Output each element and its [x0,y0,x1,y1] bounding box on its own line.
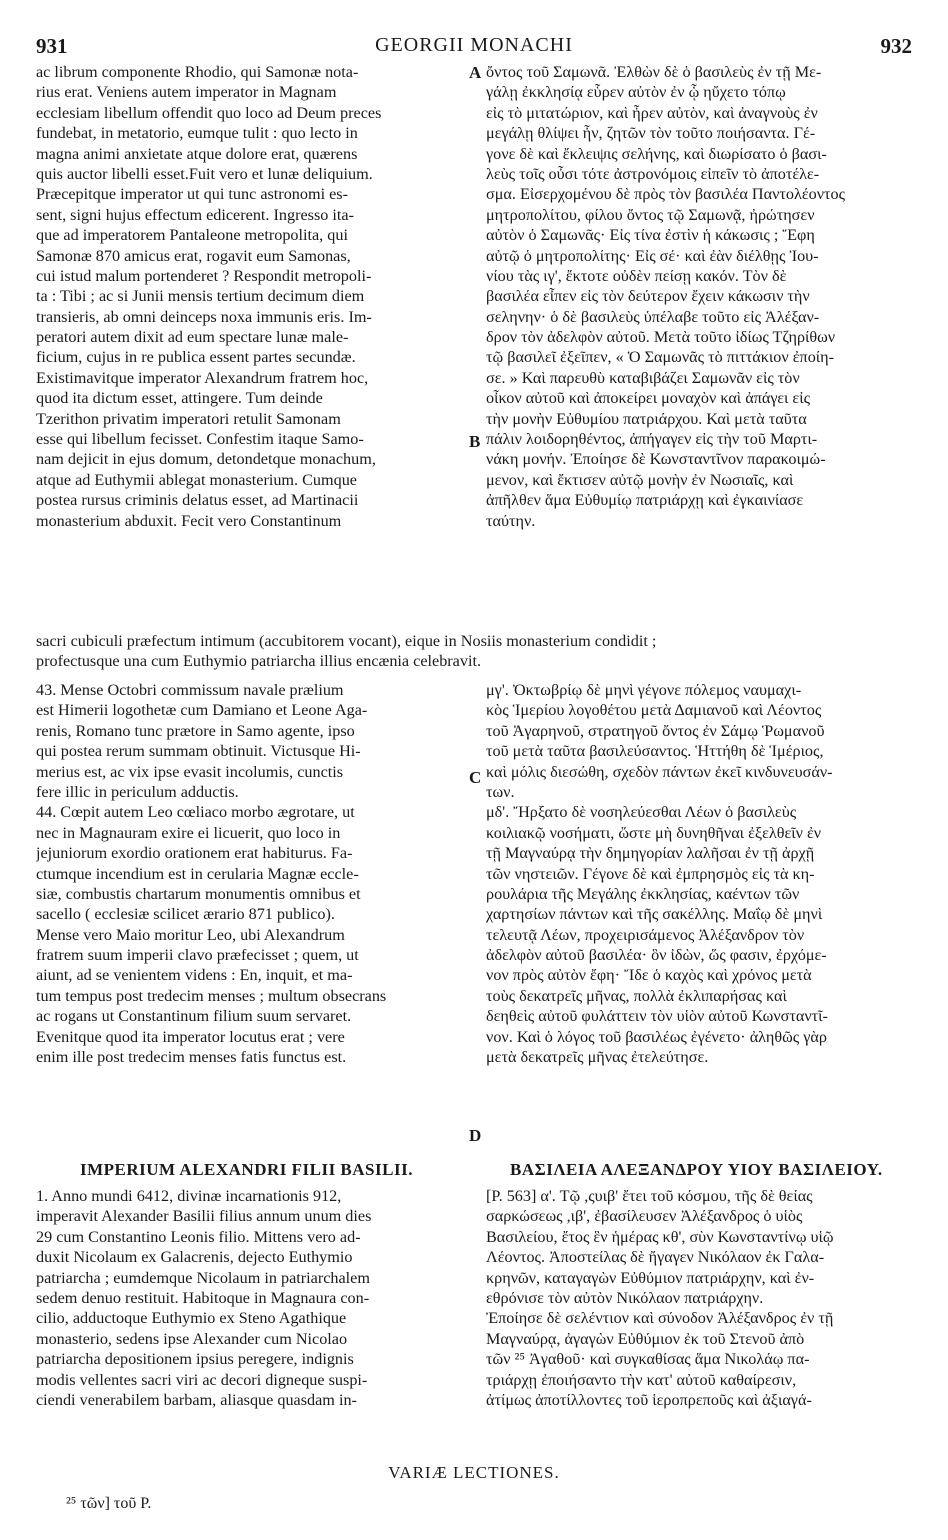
text-line: γάλῃ ἐκκλησίᾳ εὗρεν αὐτὸν ἐν ᾧ ηὔχετο τόπῳ [486,83,786,102]
text-line: duxit Nicolaum ex Galacrenis, dejecto Euthymio [36,1248,353,1267]
text-line: τοῦ Ἀγαρηνοῦ, στρατηγοῦ ὄντος ἐν Σάμῳ Ῥωμανοῦ [486,721,825,740]
text-line: μενον, καὶ ἔκτισεν αὐτῷ μονὴν ἐν Νωσιαῖς, καὶ [486,470,794,489]
text-line: τῶν ²⁵ Ἀγαθοῦ· καὶ συγκαθίσας ἅμα Νικολάῳ πα- [486,1350,810,1369]
margin-mark-b: B [469,432,481,451]
text-line: postea rursus criminis delatus esset, ad Martinacii [36,491,359,510]
text-line: nam dejicit in ejus domum, detondetque monachum, [36,450,376,469]
text-line: χαρτησίων πάντων καὶ τῆς σακέλλης. Μαΐῳ δὲ μηνὶ [486,905,823,924]
greek-column-mid [486,680,918,1067]
text-line: Evenitque quod ita imperator locutus erat ; vere [36,1027,345,1046]
text-line: οἶκον αὐτοῦ καὶ ἀποκείρει μοναχὸν καὶ ἀπάγει εἰς [486,389,810,408]
text-line: λεὺς τοῖς οὖσι τότε ἀστρονόμοις εἰπεῖν τὸ ἀποτέλε- [486,164,820,183]
text-line: Tzerithon privatim imperatori retulit Samonam [36,409,341,428]
text-line: patriarcha depositionem ipsius peregere, indignis [36,1350,354,1369]
text-line: modis vellentes sacri viri ac decori digneque suspi- [36,1370,368,1389]
full-width-lines [36,631,916,672]
text-line: σμα. Εἰσερχομένου δὲ πρὸς τὸν βασιλέα Παντολέοντος [486,185,846,204]
text-line: εἰς τὸ μιτατώριον, καὶ ἦρεν αὐτὸν, καὶ ἀναγνοὺς ἐν [486,103,818,122]
page-number-left: 931 [36,34,68,58]
text-line: ficium, cujus in re publica essent partes secundæ. [36,348,356,367]
footnote: ²⁵ τῶν] τοῦ P. [66,1495,152,1512]
text-line: ὄντος τοῦ Σαμωνᾶ. Ἐλθὼν δὲ ὁ βασιλεὺς ἐν τῇ Με- [486,63,822,81]
running-title: GEORGII MONACHI [375,34,573,56]
text-line: ταύτην. [486,511,536,530]
text-line: σεληνην· ὁ δὲ βασιλεὺς ὑπέλαβε τοῦτο εἰς Ἀλέξαν- [486,307,820,326]
text-line: profectusque una cum Euthymio patriarcha illius encænia celebravit. [36,652,481,671]
text-line: τὴν μονὴν Εὐθυμίου πατριάρχου. Καὶ μετὰ ταῦτα [486,409,807,428]
text-line: quod ita dictum esset, attingere. Tum deinde [36,389,323,408]
text-line: enim ille post tredecim menses fatis functus est. [36,1048,347,1067]
text-line: τοῦ μετὰ ταῦτα βασιλεύσαντος. Ἡττήθη δὲ Ἱμέριος, [486,742,824,761]
text-line: est Himerii logothetæ cum Damiano et Leone Aga- [36,701,368,720]
text-line: patriarcha ; eumdemque Nicolaum in patriarchalem [36,1268,370,1287]
text-line: σαρκώσεως ,ιβ', ἐβασίλευσεν Ἀλέξανδρος ὁ υἱὸς [486,1207,803,1226]
margin-mark-a: A [469,63,482,82]
text-line: transieris, ab omni deinceps noxa immunis eris. Im- [36,307,372,326]
text-line: [P. 563] α'. Τῷ ,ςυιβ' ἔτει τοῦ κόσμου, τῆς δὲ θείας [486,1187,813,1205]
text-line: ρουλάρια τῆς Μεγάλης ἐκκλησίας, καέντων τῶν [486,884,800,903]
text-line: δεηθεὶς αὐτοῦ φυλάττειν τὸν υἱὸν αὐτοῦ Κωνσταντῖ- [486,1007,828,1026]
text-line: sedem denuo restituit. Habitoque in Magnaura con- [36,1288,370,1307]
text-line: fratrem suum imperii clavo præfecisset ; quem, ut [36,946,359,965]
latin-column-bottom [36,1186,468,1410]
text-line: monasterium abduxit. Fecit vero Constantinum [36,511,342,530]
text-line: cui istud malum portenderet ? Respondit metropoli- [36,266,372,285]
text-line: Præcepitque imperator ut qui tunc astronomi es- [36,185,348,204]
margin-mark-c: C [469,768,482,787]
text-line: imperavit Alexander Basilii filius annum unum dies [36,1207,372,1226]
section-title-greek: ΒΑΣΙΛΕΙΑ ΑΛΕΞΑΝΔΡΟΥ ΥΙΟΥ ΒΑΣΙΛΕΙΟΥ. [510,1160,883,1179]
text-line: nec in Magnauram exire ei licuerit, quo loco in [36,823,341,842]
text-line: 29 cum Constantino Leonis filio. Mittens vero ad- [36,1227,361,1246]
text-line: jejuniorum exordio orationem erat habiturus. Fa- [36,844,353,863]
text-line: Λέοντος. Ἀποστείλας δὲ ἤγαγεν Νικόλαον ἐκ Γαλα- [486,1248,825,1267]
text-line: Existimavitque imperator Alexandrum fratrem hoc, [36,368,369,387]
text-line: Μαγναύρᾳ, ἀγαγὼν Εὐθύμιον ἐκ τοῦ Στενοῦ ἀπὸ [486,1329,805,1348]
text-line: νον πρὸς αὐτὸν ἔφη· Ἴδε ὁ καχὸς καὶ χρόνος μετὰ [486,966,812,985]
text-line: ac rogans ut Constantinum filium suum servaret. [36,1007,352,1026]
text-line: κοιλιακῷ νοσήματι, ὥστε μὴ δυνηθῆναι ἐξελθεῖν ἐν [486,823,822,842]
text-line: atque ad Euthymii ablegat monasterium. Cumque [36,470,357,489]
text-line: 1. Anno mundi 6412, divinæ incarnationis 912, [36,1187,342,1205]
text-line: esse qui libellum fecisset. Confestim itaque Samo- [36,430,364,449]
text-line: καὶ μόλις διεσώθη, σχεδὸν πάντων ἐκεῖ κινδυνευσάν- [486,762,833,781]
text-line: quis auctor libelli esset.Fuit vero et lunæ deliquium. [36,164,373,183]
text-line: νάκη μονήν. Ἐποίησε δὲ Κωνσταντῖνον παρακοιμώ- [486,450,826,469]
text-line: μεγάλῃ θλίψει ἦν, ζητῶν τὸν τοῦτο ποιήσαντα. Γέ- [486,124,816,143]
text-line: sacri cubiculi præfectum intimum (accubitorem vocant), eique in Nosiis monasterium condidit ; [36,632,657,650]
text-line: magna animi anxietate atque dolore erat, quærens [36,144,358,163]
text-line: μδ'. Ἤρξατο δὲ νοσηλεύεσθαι Λέων ὁ βασιλεὺς [486,803,797,822]
text-line: siæ, combustis chartarum monumentis omnibus et [36,884,361,903]
text-line: τριάρχῃ ἐποιήσαντο τὴν κατ' αὐτοῦ καθαίρεσιν, [486,1370,797,1389]
text-line: ἀπῆλθεν ἅμα Εὐθυμίῳ πατριάρχῃ καὶ ἐγκαινίασε [486,491,804,510]
text-line: ecclesiam libellum offendit quo loco ad Deum preces [36,103,382,122]
text-line: Mense vero Maio moritur Leo, ubi Alexandrum [36,925,345,944]
text-line: rius erat. Veniens autem imperator in Magnam [36,83,337,102]
text-line: μετὰ δεκατρεῖς μῆνας ἐτελεύτησε. [486,1048,709,1067]
text-line: τῶν νηστειῶν. Γέγονε δὲ καὶ ἐμπρησμὸς εἰς τὰ κη- [486,864,815,883]
latin-column-mid [36,680,468,1067]
greek-column-bottom [486,1186,918,1410]
text-line: εθρόνισε τὸν αὐτὸν Νικόλαον πατριάρχην. [486,1288,764,1307]
text-line: cilio, adductoque Euthymio ex Steno Agathique [36,1309,347,1328]
text-line: monasterio, sedens ipse Alexander cum Nicolao [36,1329,348,1348]
text-line: αὐτῷ ὁ μητροπολίτης· Εἰς σέ· καὶ ἐὰν διέλθῃς Ἰου- [486,246,819,265]
margin-mark-d: D [469,1126,482,1145]
text-line: μγ'. Ὀκτωβρίῳ δὲ μηνὶ γέγονε πόλεμος ναυμαχι- [486,681,802,699]
text-line: δρον τὸν ἀδελφὸν αὐτοῦ. Μετὰ τοῦτο ἰδίως Τζηρίθων [486,328,836,347]
text-line: Βασιλείου, ἔτος ἓν ἡμέρας κθ', σὺν Κωνσταντίνῳ υἱῷ [486,1227,834,1246]
text-line: νίου τὰς ιγ', ἔκτοτε οὐδὲν πείσῃ κακόν. Τὸν δὲ [486,266,787,285]
greek-column-top [486,62,918,531]
text-line: qui postea rerum summam obtinuit. Victusque Hi- [36,742,361,761]
text-line: κὸς Ἱμερίου λογοθέτου μετὰ Δαμιανοῦ καὶ Λέοντος [486,701,822,720]
text-line: μητροπολίτου, φίλου ὄντος τῷ Σαμωνᾷ, ἠρώτησεν [486,205,815,224]
text-line: 43. Mense Octobri commissum navale prælium [36,681,344,699]
text-line: γονε δὲ καὶ ἔκλειψις σελήνης, καὶ διωρίσατο ὁ βασι- [486,144,827,163]
text-line: Samonæ 870 amicus erat, rogavit eum Samonas, [36,246,351,265]
text-line: que ad imperatorem Pantaleone metropolita, qui [36,226,348,245]
text-line: fere illic in periculum adductis. [36,782,239,801]
section-title-latin: IMPERIUM ALEXANDRI FILII BASILII. [80,1160,413,1179]
text-line: ta : Tibi ; ac si Junii mensis tertium decimum diem [36,287,365,306]
text-line: τοὺς δεκατρεῖς μῆνας, πολλὰ ἐκλιπαρήσας καὶ [486,986,787,1005]
text-line: ciendi venerabilem barbam, aliasque quasdam in- [36,1390,357,1409]
text-line: τελευτᾷ Λέων, προχειρισάμενος Ἀλέξανδρον τὸν [486,925,805,944]
text-line: αὐτὸν ὁ Σαμωνᾶς· Εἰς τίνα ἐστὶν ἡ κάκωσις ; Ἔφη [486,226,815,245]
page-number-right: 932 [880,34,912,58]
text-line: tum tempus post tredecim menses ; multum obsecrans [36,986,387,1005]
text-line: βασιλέα εἶπεν εἰς τὸν δεύτερον ἔχειν κάκωσιν τὴν [486,287,810,306]
text-line: peratori autem dixit ad eum spectare lunæ male- [36,328,349,347]
text-line: νον. Καὶ ὁ λόγος τοῦ βασιλέως ἐγένετο· ἀληθῶς γὰρ [486,1027,827,1046]
text-line: τῷ βασιλεῖ ἐξεῖπεν, « Ὁ Σαμωνᾶς τὸ πιττάκιον ἐποίη- [486,348,834,367]
text-line: aiunt, ad se venientem videns : En, inquit, et ma- [36,966,353,985]
text-line: fundebat, in metatorio, eumque tulit : quo lecto in [36,124,358,143]
latin-column-top [36,62,468,531]
text-line: σε. » Καὶ παρευθὺ καταβιβάζει Σαμωνᾶν εἰς τὸν [486,368,800,387]
text-line: ἀτίμως ἀποτίλλοντες τοῦ ἱεροπρεποῦς καὶ ἀξιαγά- [486,1390,812,1409]
text-line: των. [486,782,515,801]
text-line: ac librum componente Rhodio, qui Samonæ nota- [36,63,359,81]
text-line: sent, signi hujus effectum edicerent. Ingresso ita- [36,205,354,224]
text-line: 44. Cœpit autem Leo cœliaco morbo ægrotare, ut [36,803,355,822]
text-line: sacello ( ecclesiæ scilicet ærario 871 publico). [36,905,335,924]
variae-lectiones-heading: VARIÆ LECTIONES. [388,1463,560,1482]
text-line: merius est, ac vix ipse evasit incolumis, cunctis [36,762,344,781]
text-line: ἀδελφὸν αὐτοῦ βασιλέα· ὃν ἰδὼν, ὥς φασιν, ἐρχόμε- [486,946,827,965]
text-line: Ἐποίησε δὲ σελέντιον καὶ σύνοδον Ἀλέξανδρος ἐν τῇ [486,1309,834,1328]
text-line: κρηνῶν, καταγαγὼν Εὐθύμιον πατριάρχην, καὶ ἐν- [486,1268,815,1287]
text-line: renis, Romano tunc prætore in Samo agente, ipso [36,721,355,740]
text-line: τῇ Μαγναύρᾳ τὴν δημηγορίαν λαλῆσαι ἐν τῇ ἀρχῇ [486,844,815,863]
text-line: πάλιν λοιδορηθέντος, ἀπήγαγεν εἰς τὴν τοῦ Μαρτι- [486,430,818,449]
text-line: ctumque incendium est in cerularia Magnæ eccle- [36,864,359,883]
